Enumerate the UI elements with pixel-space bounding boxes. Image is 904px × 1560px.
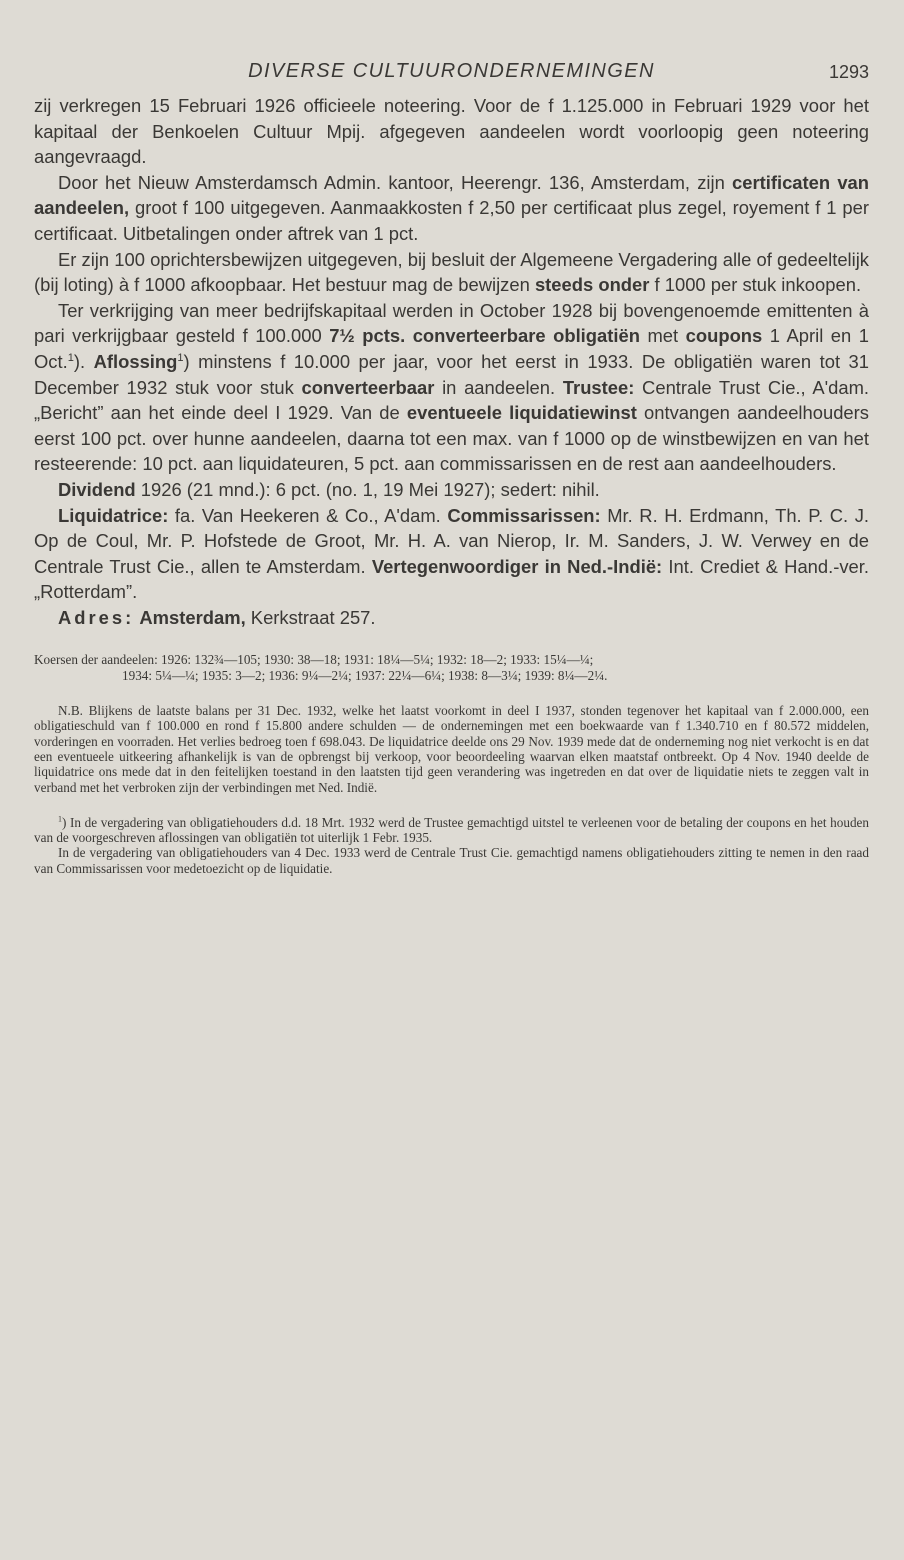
bold-term-steeds-onder: steeds onder xyxy=(534,274,650,296)
bold-term-liquidatrice: Liquidatrice: xyxy=(58,504,169,526)
nb-label: N.B. xyxy=(58,703,83,719)
paragraph-text: Ter verkrijging van meer bedrijfskapitaal werden in October 1928 bij bovengenoemde emittenten à pari verkrijgbaar gesteld f 100.000 xyxy=(34,299,869,347)
bold-term-converteerbaar: converteerbaar xyxy=(301,376,435,398)
footnote-text: ) In de vergadering van obligatiehouders d.d. 18 Mrt. 1932 werd de Trustee gemachtigd uitstel te verleenen voor de betaling der coupons en het houden van de voorgeschreven aflossingen van obligatiën tot uiterlijk 1 Febr. 1935. xyxy=(34,814,869,846)
nb-note xyxy=(34,703,869,795)
bold-term-bonds: 7½ pcts. converteerbare obligatiën xyxy=(329,325,640,347)
footnote-reference: 1 xyxy=(67,351,74,364)
document-page xyxy=(34,60,869,876)
paragraph-text: Er zijn 100 oprichtersbewijzen uitgegeven, bij besluit der Algemeene Vergadering alle of gedeeltelijk (bij loting) à f 1000 afkoopbaar. Het bestuur mag de bewijzen xyxy=(34,248,869,296)
bold-term-coupons: coupons xyxy=(685,325,763,347)
bold-term-dividend: Dividend xyxy=(58,478,136,500)
bold-term-trustee: Trustee: xyxy=(562,376,635,398)
paragraph-text: ) minstens f 10.000 per jaar, voor het eerst in 1933. De obligatiën waren tot 31 December 1932 stuk voor stuk xyxy=(34,350,869,398)
paragraph-text: Int. Crediet & Hand.-ver. „Rotterdam”. xyxy=(34,555,870,603)
paragraph-bonds xyxy=(34,298,869,477)
page-number: 1293 xyxy=(828,62,869,82)
footnote-text: In de vergadering van obligatiehouders van 4 Dec. 1933 werd de Centrale Trust Cie. gemachtigd namens obligatiehouders zitting te nemen in den raad van Commissarissen voor medetoezicht op de liquidatie. xyxy=(34,845,869,876)
paragraph-listing-note xyxy=(34,93,869,170)
paragraph-management xyxy=(34,503,869,605)
share-quotations xyxy=(34,652,869,683)
paragraph-text: in aandeelen. xyxy=(434,376,563,398)
bold-term-commissarissen: Commissarissen: xyxy=(447,504,601,526)
paragraph-text: ). xyxy=(73,350,94,372)
paragraph-text: Door het Nieuw Amsterdamsch Admin. kantoor, Heerengr. 136, Amsterdam, zijn xyxy=(58,171,732,193)
body-text xyxy=(34,93,869,630)
paragraph-text: zij verkregen 15 Februari 1926 officieele noteering. Voor de f 1.125.000 in Februari 1929 voor het kapitaal der Benkoelen Cultuur Mpij. afgegeven aandeelen wordt voorloopig geen noteering aangevraagd. xyxy=(34,95,869,168)
quotation-line: Koersen der aandeelen: 1926: 132¾—105; 1930: 38—18; 1931: 18¼—5¼; 1932: 18—2; 1933: 15¼—¼; xyxy=(34,652,594,668)
paragraph-dividend xyxy=(34,477,869,503)
paragraph-text: f 1000 per stuk inkoopen. xyxy=(649,274,862,296)
address-label: Adres: xyxy=(58,606,135,628)
footnotes xyxy=(34,815,869,876)
paragraph-text: met xyxy=(639,325,686,347)
footnote-1 xyxy=(34,815,869,846)
paragraph-text: fa. Van Heekeren & Co., A'dam. xyxy=(168,504,448,526)
paragraph-founders-shares xyxy=(34,247,869,298)
paragraph-text: Kerkstraat 257. xyxy=(245,606,376,628)
paragraph-certificates xyxy=(34,170,869,247)
footnote-2 xyxy=(34,845,869,876)
bold-term-representative: Vertegenwoordiger in Ned.-Indië: xyxy=(371,555,663,577)
paragraph-address xyxy=(34,605,869,631)
bold-term-amsterdam: Amsterdam, xyxy=(139,606,246,628)
paragraph-text: Centrale Trust Cie., A'dam. „Bericht” aan het einde deel I 1929. Van de xyxy=(34,376,869,424)
bold-term-liquidation-profit: eventueele liquidatiewinst xyxy=(406,402,637,424)
running-header xyxy=(34,60,869,90)
paragraph-text: groot f 100 uitgegeven. Aanmaakkosten f 2,50 per certificaat plus zegel, royement f 1 per certificaat. Uitbetalingen onder aftrek van 1 pct. xyxy=(34,197,869,244)
nb-paragraph xyxy=(34,703,869,795)
running-title: DIVERSE CULTUURONDERNEMINGEN xyxy=(248,60,655,82)
bold-term-certificates: certificaten van aandeelen, xyxy=(34,171,870,219)
paragraph-text: Mr. R. H. Erdmann, Th. P. C. J. Op de Coul, Mr. P. Hofstede de Groot, Mr. H. A. van Nierop, Ir. M. Sanders, J. W. Verwey en de Centrale Trust Cie., allen te Amsterdam. xyxy=(34,504,869,577)
nb-text: Blijkens de laatste balans per 31 Dec. 1932, welke het laatst voorkomt in deel I 1937, stonden tegenover het kapitaal van f 2.000.000, een obligatieschuld van f 100.000 en rond f 15.800 andere schulden — de ondernemingen met een boekwaarde van f 1.340.710 en f 80.572 middelen, vorderingen en voorraden. Het verlies bedroeg toen f 698.043. De liquidatrice deelde ons 29 Nov. 1939 mede dat de onderneming nog niet verkocht is en dat een eventueele uitkeering afhankelijk is van de opbrengst bij verkoop, voor beoordeeling waarvan elken maatstaf ontbreekt. Op 4 Nov. 1940 deelde de liquidatrice ons mede dat in den feitelijken toestand in den laatsten tijd geen verandering was ingetreden en dat over de liquidatie niets te zeggen valt in verband met het verbroken zijn der verbindingen met Ned. Indië. xyxy=(34,703,869,795)
paragraph-text: 1 April en 1 Oct. xyxy=(34,325,869,372)
quotation-line: 1934: 5¼—¼; 1935: 3—2; 1936: 9¼—2¼; 1937: 22¼—6¼; 1938: 8—3¼; 1939: 8¼—2¼. xyxy=(122,667,608,683)
paragraph-text: ontvangen aandeelhouders eerst 100 pct. over hunne aandeelen, daarna tot een max. van f 1000 op de winstbewijzen en van het resteerende: 10 pct. aan liquidateuren, 5 pct. aan commissarissen en de rest aan aandeelhouders. xyxy=(34,402,869,475)
footnote-reference: 1 xyxy=(177,351,184,364)
footnote-mark: 1 xyxy=(58,814,62,824)
bold-term-aflossing: Aflossing xyxy=(93,350,178,372)
paragraph-text: 1926 (21 mnd.): 6 pct. (no. 1, 19 Mei 1927); sedert: nihil. xyxy=(135,478,600,500)
